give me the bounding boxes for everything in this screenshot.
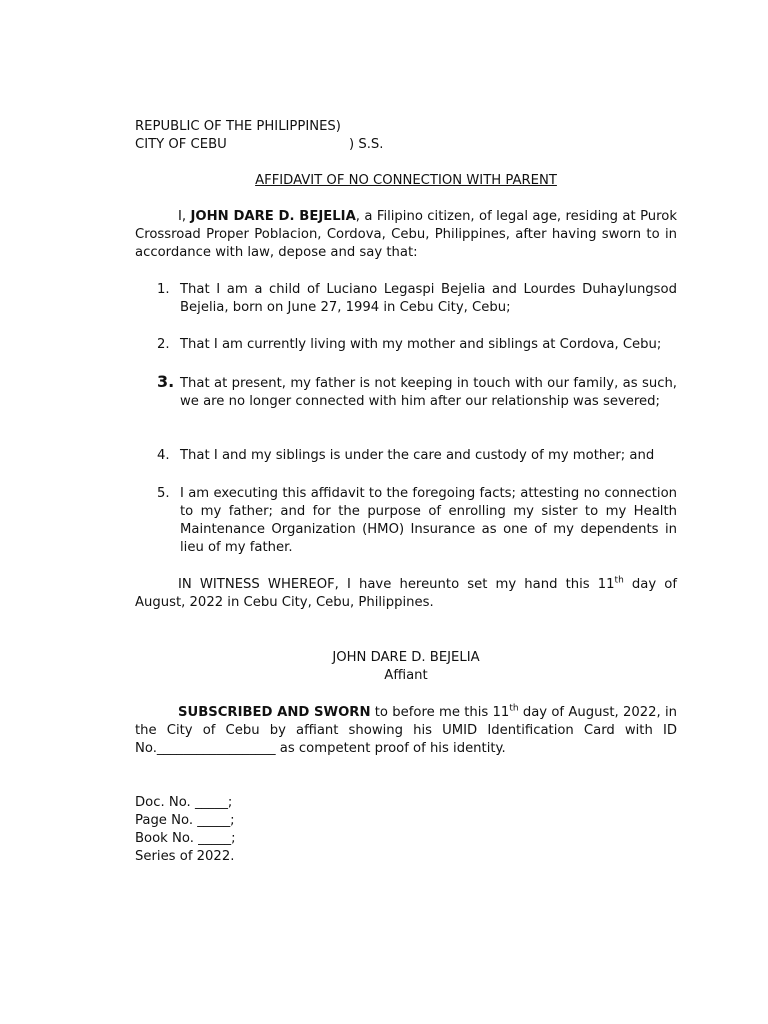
jurat-text-start: to before me this 11 <box>370 705 510 720</box>
list-item <box>135 485 677 557</box>
list-item <box>135 336 677 354</box>
witness-superscript: th <box>614 575 624 586</box>
jurat-paragraph <box>135 704 677 758</box>
affiant-name-intro: JOHN DARE D. BEJELIA <box>190 209 356 224</box>
list-item <box>135 447 677 465</box>
caption-city <box>135 136 384 154</box>
signature-name: JOHN DARE D. BEJELIA <box>332 650 480 665</box>
series-line: Series of 2022. <box>135 849 235 864</box>
list-item-text: I am executing this affidavit to the foregoing facts; attesting no connection to my father; and for the purpose of enrolling my sister to my Health Maintenance Organization (HMO) Insurance as one of my dependents in lieu of my father. <box>180 486 677 555</box>
intro-text: , a Filipino citizen, of legal age, residing at Purok Crossroad Proper Poblacion, Cordova, Cebu, Philippines, after having sworn to in accordance with law, depose and say that: <box>135 209 677 260</box>
list-item-number: 3. <box>157 372 175 391</box>
list-item-text: That I am a child of Luciano Legaspi Bejelia and Lourdes Duhaylungsod Bejelia, born on June 27, 1994 in Cebu City, Cebu; <box>180 282 677 315</box>
list-item-number: 2. <box>157 337 170 352</box>
caption-city-label: CITY OF CEBU <box>135 137 227 152</box>
list-item-number: 4. <box>157 448 170 463</box>
caption-republic: REPUBLIC OF THE PHILIPPINES) <box>135 119 341 134</box>
witness-text-start: IN WITNESS WHEREOF, I have hereunto set my hand this 11 <box>178 577 615 592</box>
list-item <box>135 281 677 317</box>
jurat-text-end: day of August, 2022, in the City of Cebu by affiant showing his UMID Identification Card with ID No.__________________ as competent proof of his identity. <box>135 705 677 756</box>
list-item-number: 5. <box>157 486 170 501</box>
intro-prefix: I, <box>178 209 191 224</box>
list-item-text: That I and my siblings is under the care and custody of my mother; and <box>180 448 655 463</box>
witness-paragraph <box>135 576 677 612</box>
list-item-number: 1. <box>157 282 170 297</box>
document-title: AFFIDAVIT OF NO CONNECTION WITH PARENT <box>255 173 557 188</box>
list-item <box>135 372 677 411</box>
book-number: Book No. _____; <box>135 831 236 846</box>
jurat-superscript: th <box>509 703 519 714</box>
signature-role: Affiant <box>384 668 428 683</box>
witness-text-end: day of August, 2022 in Cebu City, Cebu, Philippines. <box>135 577 677 610</box>
jurat-heading: SUBSCRIBED AND SWORN <box>178 705 371 720</box>
list-item-text: That I am currently living with my mother and siblings at Cordova, Cebu; <box>180 337 662 352</box>
caption-ss: ) S.S. <box>349 137 384 152</box>
page-number: Page No. _____; <box>135 813 235 828</box>
doc-number: Doc. No. _____; <box>135 795 233 810</box>
intro-paragraph <box>135 208 677 262</box>
list-item-text: That at present, my father is not keeping in touch with our family, as such, we are no longer connected with him after our relationship was severed; <box>180 376 677 409</box>
